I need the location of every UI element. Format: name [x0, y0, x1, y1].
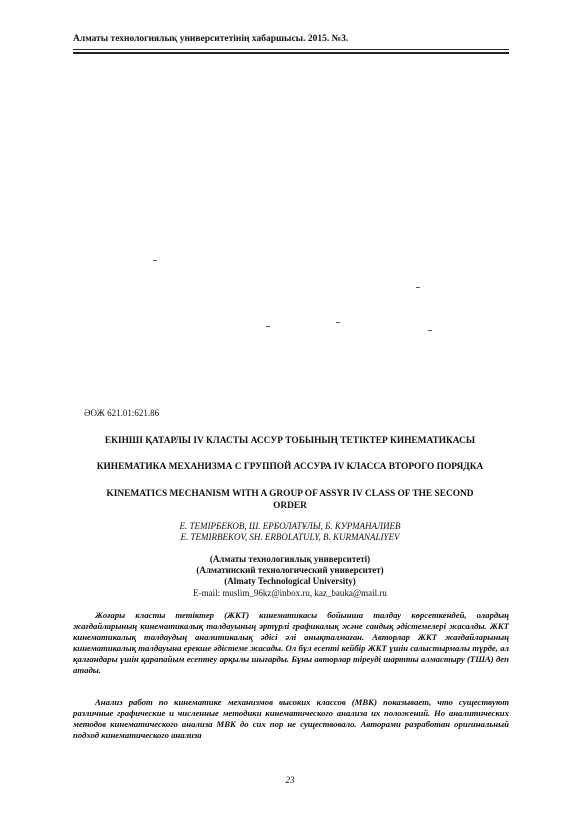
- authors-cyrillic: Е. ТЕМІРБЕКОВ, Ш. ЕРБОЛАТҰЛЫ, Б. КУРМАНАЛИЕВ: [179, 521, 401, 531]
- authors-latin: E. TEMIRBEKOV, SH. ERBOLATULY, B. KURMANALIYEV: [180, 532, 400, 542]
- affiliation-english: (Almaty Technological University): [224, 576, 356, 586]
- header-rule-thin: [73, 49, 509, 50]
- author-list: [40, 521, 540, 543]
- abstract-kazakh: Жоғары класты тетіктер (ЖКТ) кинематикасы бойынша талдау көрсеткендей, олардың жағдайларының кинематикалық талдауының әртүрлі графикалық және сандық әдістемелері жасалды. ЖКТ кинематикалық талдаудың аналитикалық әдісі әлі анықталмаған. Авторлар ЖКТ жағдайларының кинематикалық талдауына ерекше әдістеме жасады. Ол бұл есепті кейбір ЖКТ үшін салыстырмалы түрде, ал қалғандары үшін қарапайым есептеу арқылы шығарды. Бұны авторлар тіреуді шартты алмастыру (ТША) деп атады.: [73, 610, 509, 675]
- title-english-line2: ORDER: [273, 501, 307, 511]
- scan-speck: [266, 326, 270, 327]
- abstract-russian: Анализ работ по кинематике механизмов высоких классов (МВК) показывает, что существуют различные графические и численные методики кинематического анализа их положений. Но аналитических методов кинематического анализа МВК до сих пор не существовало. Авторами разработан оригинальный подход кинематического анализа: [73, 697, 509, 740]
- affiliation-kazakh: (Алматы технологиялық университеті): [209, 554, 371, 564]
- affiliation: [40, 554, 540, 587]
- title-english: [40, 488, 540, 512]
- scan-speck: [416, 287, 420, 288]
- scan-speck: [428, 330, 432, 331]
- author-email: E-mail: muslim_96kz@inbox.ru, kaz_bauka@mail.ru: [193, 588, 387, 598]
- title-english-line1: KINEMATICS MECHANISM WITH A GROUP OF ASSYR IV CLASS OF THE SECOND: [106, 489, 474, 499]
- page-number: 23: [285, 775, 295, 785]
- title-kazakh: ЕКІНШІ ҚАТАРЛЫ IV КЛАСТЫ АССУР ТОБЫНЫҢ ТЕТІКТЕР КИНЕМАТИКАСЫ: [104, 436, 476, 446]
- scan-speck: [153, 260, 157, 261]
- udc-code: ӘОЖ 621.01:621.86: [84, 408, 160, 418]
- header-rule-thick: [73, 52, 509, 54]
- scan-speck: [336, 322, 340, 323]
- affiliation-russian: (Алматинский технологический университет): [196, 565, 384, 575]
- running-header: Алматы технологиялық университетінің хабаршысы. 2015. №3.: [73, 34, 349, 44]
- title-russian: КИНЕМАТИКА МЕХАНИЗМА С ГРУППОЙ АССУРА IV КЛАССА ВТОРОГО ПОРЯДКА: [96, 462, 484, 472]
